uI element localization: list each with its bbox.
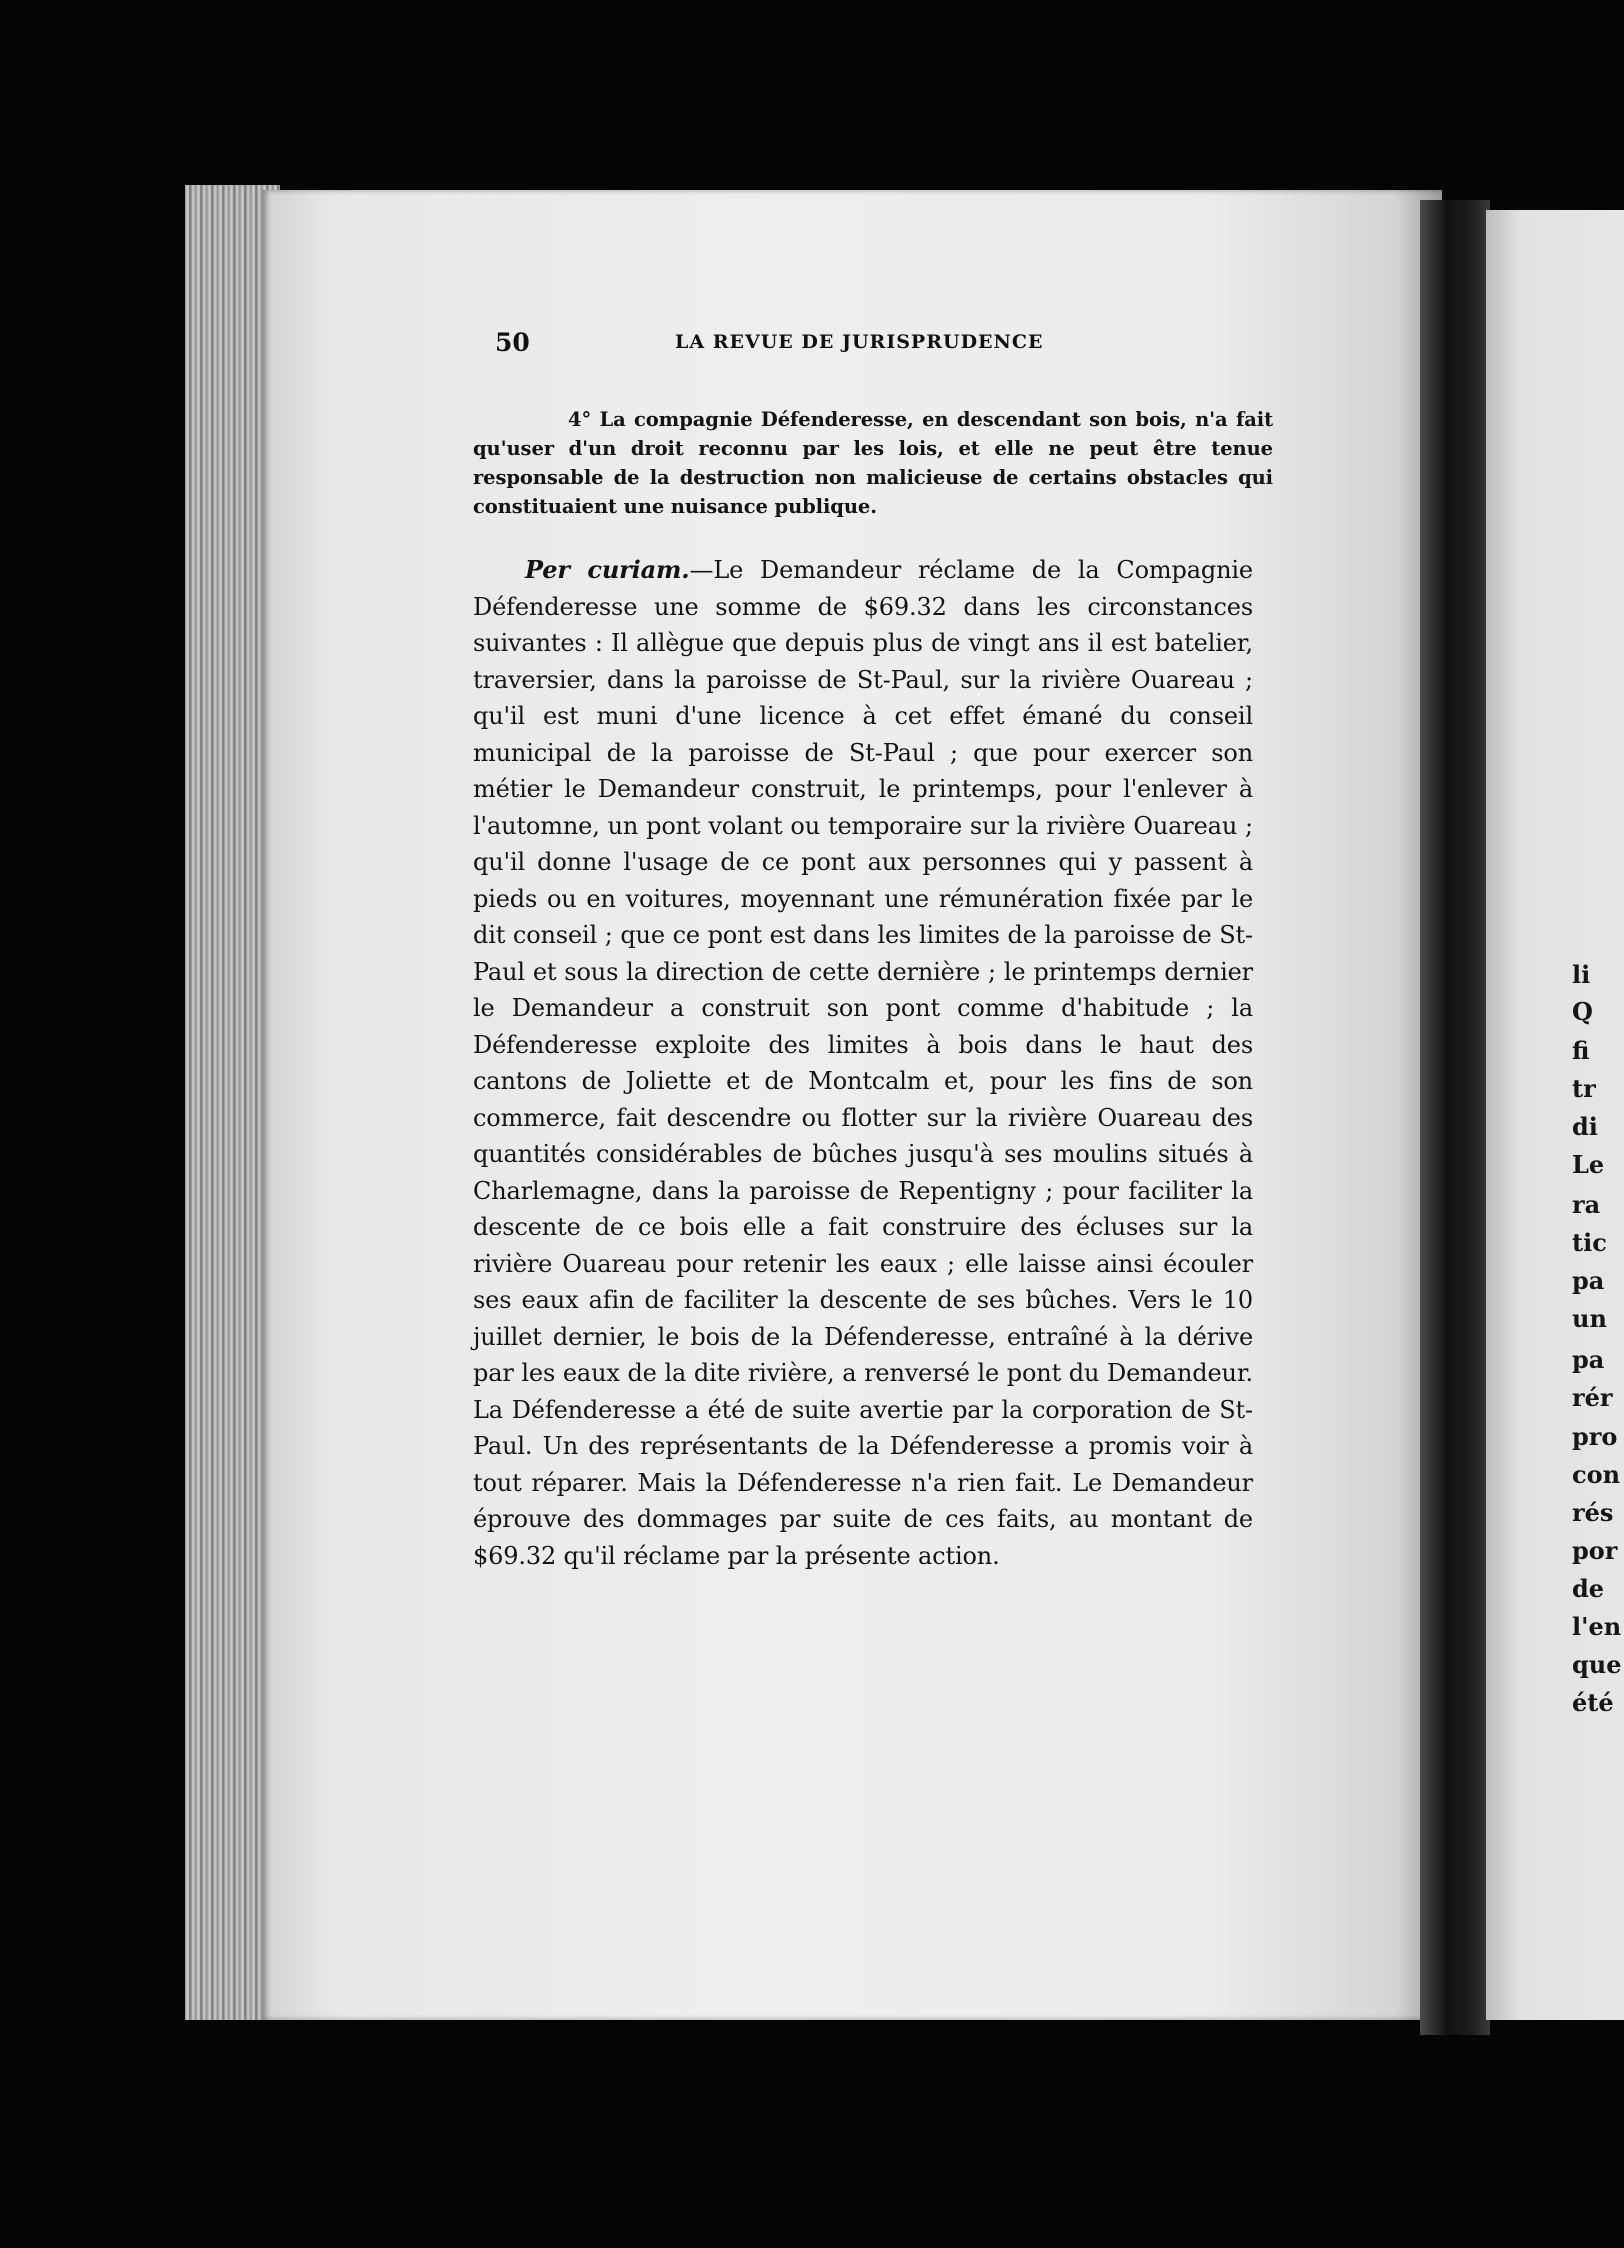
judgment-text: —Le Demandeur réclame de la Compagnie Défenderesse une somme de $69.32 dans les circonstances suivantes : Il allègue que depuis plus de vingt ans il est batelier, traversier, dans la paroisse de St-Paul, sur la rivière Ouareau ; qu'il est muni d'une licence à cet effet émané du conseil municipal de la paroisse de St-Paul ; que pour exercer son métier le Demandeur construit, le printemps, pour l'enlever à l'automne, un pont volant ou temporaire sur la rivière Ouareau ; qu'il donne l'usage de ce pont aux personnes qui y passent à pieds ou en voitures, moyennant une rémunération fixée par le dit conseil ; que ce pont est dans les limites de la paroisse de St-Paul et sous la direction de cette dernière ; le printemps dernier le Demandeur a construit son pont comme d'habitude ; la Défenderesse exploite des limites à bois dans le haut des cantons de Joliette et de Montcalm et, pour les fins de son commerce, fait descendre ou flotter sur la rivière Ouareau des quantités considérables de bûches jusqu'à ses moulins situés à Charlemagne, dans la paroisse de Repentigny ; pour faciliter la descente de ce bois elle a fait construire des écluses sur la rivière Ouareau pour retenir les eaux ; elle laisse ainsi écouler ses eaux afin de faciliter la descente de ses bûches. Vers le 10 juillet dernier, le bois de la Défenderesse, entraîné à la dérive par les eaux de la dite rivière, a renversé le pont du Demandeur. La Défenderesse a été de suite avertie par la corporation de St-Paul. Un des représentants de la Défenderesse a promis voir à tout réparer. Mais la Défenderesse n'a rien fait. Le Demandeur éprouve des dommages par suite de ces faits, au montant de $69.32 qu'il réclame par la présente action. (473, 556, 1253, 1570)
next-page-fragment: di (1572, 1112, 1598, 1141)
next-page-fragment: por (1572, 1536, 1618, 1565)
next-page-fragment: Q (1572, 997, 1593, 1026)
next-page-fragment: li (1572, 960, 1591, 989)
page-number: 50 (495, 328, 530, 357)
next-page-fragment: de (1572, 1574, 1605, 1603)
running-header (495, 328, 1085, 364)
book-gutter (1420, 200, 1490, 2035)
next-page-fragment: ra (1572, 1190, 1601, 1219)
right-page-fragment (1486, 210, 1624, 2020)
per-curiam-lead: Per curiam. (525, 555, 690, 584)
next-page-fragment: pa (1572, 1345, 1605, 1374)
next-page-fragment: pa (1572, 1266, 1605, 1295)
next-page-fragment: que (1572, 1650, 1622, 1679)
next-page-fragment: tr (1572, 1074, 1596, 1103)
next-page-fragment: été (1572, 1688, 1614, 1717)
summary-point: 4° La compagnie Défenderesse, en descendant son bois, n'a fait qu'user d'un droit reconnu par les lois, et elle ne peut être tenue responsable de la destruction non malicieuse de certains obstacles qui constituaient une nuisance publique. (473, 407, 1273, 518)
next-page-fragment: rés (1572, 1498, 1614, 1527)
next-page-fragment: con (1572, 1460, 1621, 1489)
next-page-fragment: Le (1572, 1150, 1605, 1179)
next-page-fragment: tic (1572, 1228, 1607, 1257)
journal-title: LA REVUE DE JURISPRUDENCE (675, 331, 1044, 353)
next-page-fragment: fi (1572, 1036, 1590, 1065)
next-page-fragment: pro (1572, 1422, 1618, 1451)
next-page-fragment: l'en (1572, 1612, 1622, 1641)
judgment-paragraph (473, 552, 1253, 1574)
next-page-fragment: rér (1572, 1383, 1613, 1412)
next-page-fragment: un (1572, 1304, 1607, 1333)
